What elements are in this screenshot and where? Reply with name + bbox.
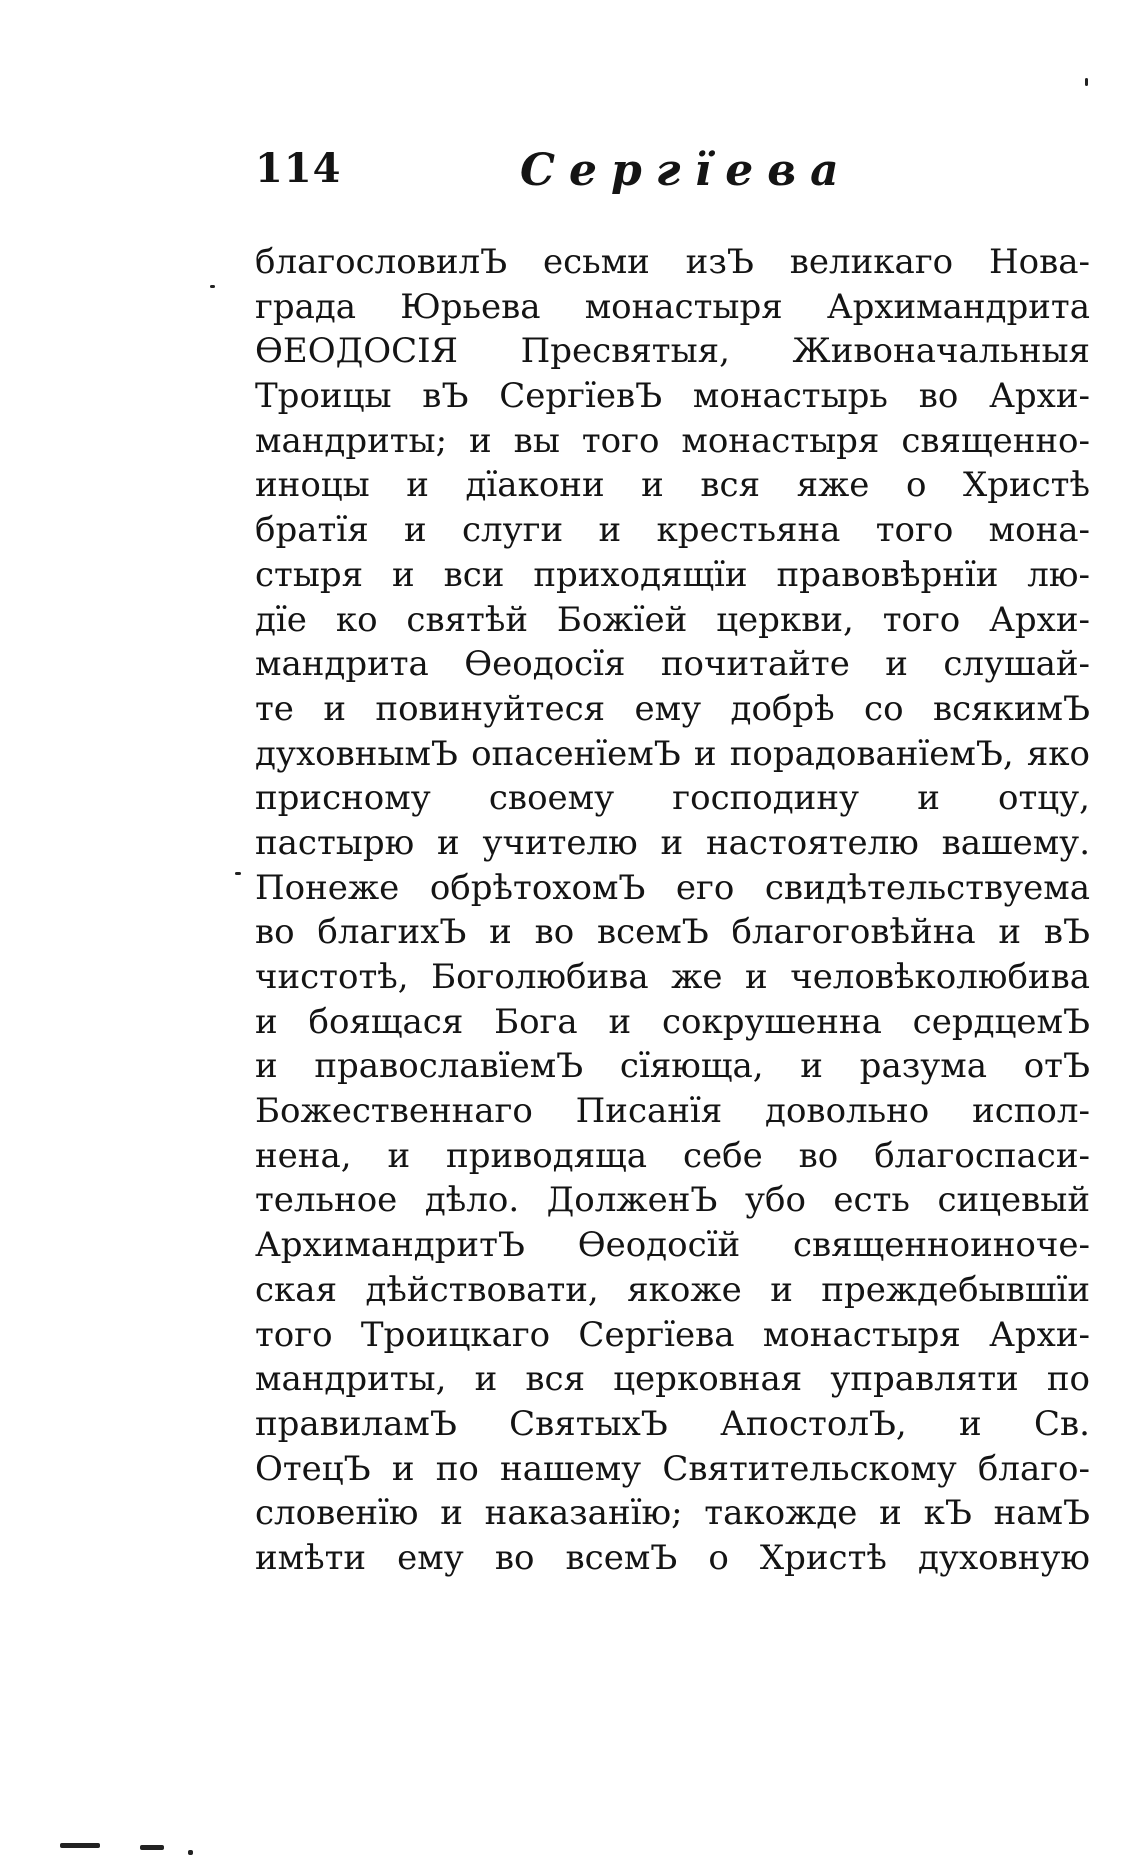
body-text xyxy=(255,240,1090,1581)
text-line: духовнымЪ опасенїемЪ и порадованїемЪ, яко xyxy=(255,733,1090,774)
text-line: дїе ко святѣй Божїей церкви, того Архи- xyxy=(255,599,1090,640)
scan-speck xyxy=(140,1845,164,1850)
text-line: мандриты, и вся церковная управляти по xyxy=(255,1359,1090,1400)
scan-speck xyxy=(60,1843,100,1848)
text-line: иноцы и дїакони и вся яже о Христѣ xyxy=(255,465,1090,506)
text-line: словенїю и наказанїю; такожде и кЪ намЪ xyxy=(255,1493,1090,1534)
text-line: присному своему господину и отцу, xyxy=(255,778,1090,819)
text-line: Троицы вЪ СергїевЪ монастырь во Архи- xyxy=(255,376,1090,417)
text-line: Понеже обрѣтохомЪ его свидѣтельствуема xyxy=(255,867,1090,908)
text-line: имѣти ему во всемЪ о Христѣ духовную xyxy=(255,1537,1090,1578)
text-line: братїя и слуги и крестьяна того мона- xyxy=(255,510,1090,551)
text-line: и боящася Бога и сокрушенна сердцемЪ xyxy=(255,1001,1090,1042)
text-line: мандриты; и вы того монастыря священно- xyxy=(255,420,1090,461)
text-line: те и повинуйтеся ему добрѣ со всякимЪ xyxy=(255,688,1090,729)
text-line: града Юрьева монастыря Архимандрита xyxy=(255,286,1090,327)
text-line: нена, и приводяща себе во благоспаси- xyxy=(255,1135,1090,1176)
scan-speck xyxy=(210,285,215,288)
text-line: ская дѣйствовати, якоже и преждебывшїи xyxy=(255,1269,1090,1310)
scan-speck xyxy=(1085,78,1088,86)
text-line: ОтецЪ и по нашему Святительскому благо- xyxy=(255,1448,1090,1489)
text-line: благословилЪ есьми изЪ великаго Нова- xyxy=(255,242,1090,282)
text-line: пастырю и учителю и настоятелю вашему. xyxy=(255,822,1090,863)
text-line: во благихЪ и во всемЪ благоговѣйна и вЪ xyxy=(255,912,1090,953)
text-line: правиламЪ СвятыхЪ АпостолЪ, и Св. xyxy=(255,1403,1090,1444)
scan-speck xyxy=(188,1850,193,1855)
text-line: тельное дѣло. ДолженЪ убо есть сицевый xyxy=(255,1180,1090,1221)
text-line: того Троицкаго Сергїева монастыря Архи- xyxy=(255,1314,1090,1355)
text-line: Божественнаго Писанїя довольно испол- xyxy=(255,1091,1090,1132)
text-line: ѲЕОДОСІЯ Пресвятыя, Живоначальныя xyxy=(255,331,1090,372)
scan-speck xyxy=(235,872,241,875)
text-line: и православїемЪ сїяюща, и разума отЪ xyxy=(255,1046,1090,1087)
page-number: 114 xyxy=(255,145,342,192)
text-line: АрхимандритЪ Ѳеодосїй священноиноче- xyxy=(255,1225,1090,1266)
running-title: Сергїева xyxy=(520,145,853,196)
running-head xyxy=(255,145,1090,205)
text-line: мандрита Ѳеодосїя почитайте и слушай- xyxy=(255,644,1090,685)
text-line: стыря и вси приходящїи правовѣрнїи лю- xyxy=(255,554,1090,595)
text-line: чистотѣ, Боголюбива же и человѣколюбива xyxy=(255,957,1090,997)
